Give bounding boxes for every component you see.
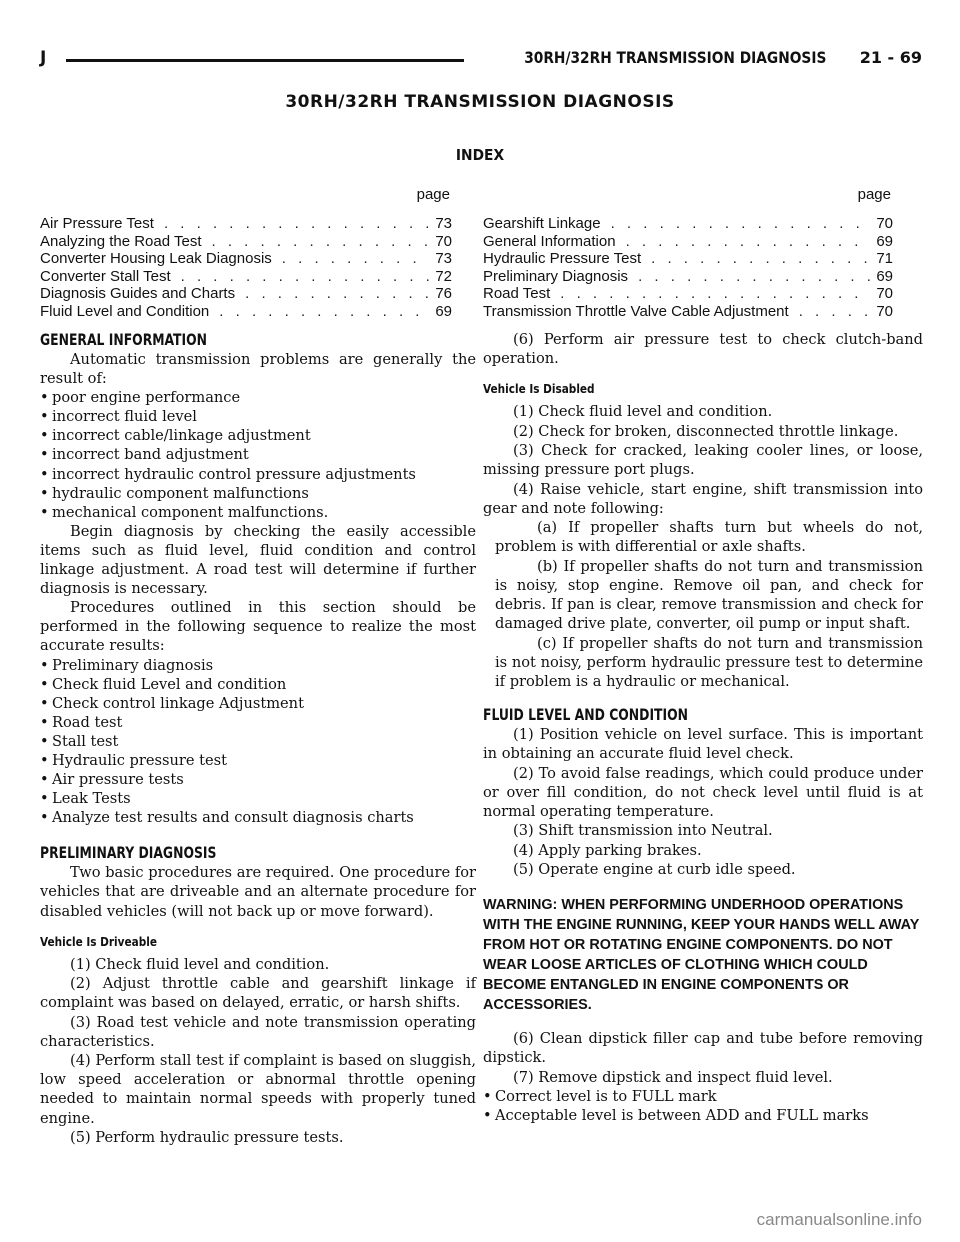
index-column-left [40, 186, 452, 320]
index-page-label: page [857, 186, 891, 203]
procedure-step: (3) Shift transmission into Neutral. [513, 822, 773, 840]
procedure-step: (2) Check for broken, disconnected throttle linkage. [513, 422, 899, 440]
causes-list [40, 388, 476, 522]
index-entry[interactable] [483, 303, 893, 321]
body-column-right [483, 330, 923, 1126]
subheading-vehicle-driveable: Vehicle Is Driveable [40, 933, 157, 949]
section-heading-fluid-level: FLUID LEVEL AND CONDITION [483, 704, 688, 724]
paragraph: Automatic transmission problems are generally the result of: [40, 351, 476, 388]
index-entry-label: Air Pressure Test [40, 215, 154, 232]
index-entry-page: 71 [876, 250, 893, 267]
procedure-step: (3) Check for cracked, leaking cooler lines, or loose, missing pressure port plugs. [483, 442, 923, 479]
list-item: • Hydraulic pressure test [40, 751, 476, 770]
leader-dots [202, 233, 430, 250]
page-header [40, 44, 922, 74]
procedure-step: (4) Raise vehicle, start engine, shift transmission into gear and note following: [483, 480, 923, 517]
fluid-level-list [483, 1087, 923, 1125]
sequence-list [40, 656, 476, 828]
index-entry[interactable] [483, 268, 893, 286]
index-entry[interactable] [40, 285, 452, 303]
leader-dots [789, 303, 871, 320]
paragraph: Procedures outlined in this section should be performed in the following sequence to realize the most accurate results: [40, 599, 476, 655]
subheading-vehicle-disabled: Vehicle Is Disabled [483, 381, 595, 397]
body-column-left [40, 330, 476, 1148]
procedure-step: (2) Adjust throttle cable and gearshift linkage if complaint was based on delayed, erratic, or harsh shifts. [40, 975, 476, 1012]
index-entry-page: 72 [435, 267, 452, 285]
index-entry-page: 69 [876, 232, 893, 250]
list-item: • hydraulic component malfunctions [40, 484, 476, 503]
list-item: • Check fluid Level and condition [40, 675, 476, 694]
list-item: • Leak Tests [40, 789, 476, 808]
index-entry[interactable] [40, 303, 452, 321]
warning-block: WARNING: WHEN PERFORMING UNDERHOOD OPERATIONS WITH THE ENGINE RUNNING, KEEP YOUR HANDS WELL AWAY FROM HOT OR ROTATING ENGINE COMPONENTS. DO NOT WEAR LOOSE ARTICLES OF CLOTHING WHICH COULD BECOME ENTANGLED IN ENGINE COMPONENTS OR ACCESSORIES. [483, 897, 920, 1014]
index-entry-page: 70 [876, 215, 893, 232]
list-item: • incorrect cable/linkage adjustment [40, 426, 476, 445]
procedure-step: (3) Road test vehicle and note transmission operating characteristics. [40, 1013, 476, 1050]
header-page-number: 21 - 69 [859, 48, 922, 67]
index-entry-page: 70 [435, 232, 452, 250]
leader-dots [601, 215, 871, 232]
leader-dots [628, 268, 870, 285]
index-entry-label: Road Test [483, 285, 551, 302]
procedure-step: (4) Apply parking brakes. [513, 841, 702, 859]
index-entry-label: Gearshift Linkage [483, 215, 601, 232]
paragraph: Two basic procedures are required. One procedure for vehicles that are driveable and an alternate procedure for disabled vehicles (will not back up or move forward). [40, 864, 476, 920]
procedure-step: (5) Perform hydraulic pressure tests. [70, 1129, 344, 1147]
leader-dots [209, 303, 429, 320]
index-entry[interactable] [483, 250, 893, 268]
list-item: • mechanical component malfunctions. [40, 503, 476, 522]
index-entry[interactable] [40, 268, 452, 286]
watermark: carmanualsonline.info [756, 1210, 922, 1229]
index-entry-page: 76 [435, 285, 452, 302]
index-entry-page: 69 [435, 302, 452, 320]
document-title: 30RH/32RH TRANSMISSION DIAGNOSIS [285, 92, 675, 112]
index-entry[interactable] [483, 215, 893, 233]
list-item: • incorrect hydraulic control pressure adjustments [40, 465, 476, 484]
list-item: • Analyze test results and consult diagnosis charts [40, 808, 476, 827]
index-entry[interactable] [40, 233, 452, 251]
leader-dots [641, 250, 870, 267]
procedure-step: (2) To avoid false readings, which could produce under or over fill condition, do not check level until fluid is at normal operating temperature. [483, 764, 923, 820]
list-item: • Air pressure tests [40, 770, 476, 789]
index-entry-label: Diagnosis Guides and Charts [40, 285, 236, 302]
procedure-step: (1) Check fluid level and condition. [513, 403, 773, 421]
list-item: • Acceptable level is between ADD and FULL marks [483, 1106, 923, 1125]
index-entry-page: 73 [435, 215, 452, 232]
index-entry-page: 70 [876, 285, 893, 302]
index-entry-label: Converter Stall Test [40, 267, 171, 285]
leader-dots [550, 285, 870, 302]
index-entry[interactable] [483, 285, 893, 303]
index-entry-label: Transmission Throttle Valve Cable Adjustment [483, 302, 789, 320]
header-title: 30RH/32RH TRANSMISSION DIAGNOSIS [523, 48, 826, 67]
index-entry-label: General Information [483, 232, 616, 250]
index-entry-label: Preliminary Diagnosis [483, 267, 629, 285]
list-item: • Preliminary diagnosis [40, 656, 476, 675]
list-item: • poor engine performance [40, 388, 476, 407]
index-entry-page: 73 [435, 250, 452, 267]
list-item: • Road test [40, 713, 476, 732]
index-entry[interactable] [40, 250, 452, 268]
procedure-step: (6) Perform air pressure test to check clutch-band operation. [483, 331, 923, 368]
list-item: • Check control linkage Adjustment [40, 694, 476, 713]
procedure-step: (4) Perform stall test if complaint is based on sluggish, low speed acceleration or abnormal throttle opening needed to maintain normal speeds with properly tuned engine. [40, 1052, 476, 1127]
leader-dots [171, 268, 430, 285]
index-entry[interactable] [40, 215, 452, 233]
index-entry-page: 69 [876, 267, 893, 285]
index-title: INDEX [455, 146, 505, 164]
procedure-substep: (b) If propeller shafts do not turn and transmission is noisy, stop engine. Remove oil pan, and check for debris. If pan is clear, remove transmission and check for damaged drive plate, converter, oil pump or input shaft. [495, 557, 923, 633]
section-heading-preliminary-diagnosis: PRELIMINARY DIAGNOSIS [40, 843, 217, 863]
index-entry-label: Hydraulic Pressure Test [483, 250, 642, 267]
leader-dots [154, 215, 429, 232]
index-entry-label: Converter Housing Leak Diagnosis [40, 250, 272, 267]
index-page-label: page [416, 186, 450, 203]
procedure-step: (1) Position vehicle on level surface. This is important in obtaining an accurate fluid level check. [483, 725, 923, 763]
list-item: • Stall test [40, 732, 476, 751]
index-column-right [483, 186, 893, 320]
leader-dots [272, 250, 430, 267]
index-entry-label: Analyzing the Road Test [40, 232, 202, 250]
procedure-substep: (c) If propeller shafts do not turn and transmission is not noisy, perform hydraulic pressure test to determine if problem is a hydraulic or mechanical. [495, 634, 923, 690]
header-rule [66, 59, 464, 62]
procedure-step: (1) Check fluid level and condition. [70, 955, 330, 973]
index-entry[interactable] [483, 233, 893, 251]
procedure-step: (7) Remove dipstick and inspect fluid level. [513, 1068, 833, 1086]
list-item: • Correct level is to FULL mark [483, 1087, 923, 1106]
procedure-step: (5) Operate engine at curb idle speed. [513, 861, 796, 879]
procedure-substep: (a) If propeller shafts turn but wheels do not, problem is with differential or axle shafts. [495, 519, 923, 556]
header-letter: J [40, 48, 47, 68]
leader-dots [235, 285, 429, 302]
paragraph: Begin diagnosis by checking the easily accessible items such as fluid level, fluid condition and control linkage adjustment. A road test will determine if further diagnosis is necessary. [40, 522, 476, 598]
list-item: • incorrect fluid level [40, 407, 476, 426]
index-entry-page: 70 [876, 302, 893, 320]
leader-dots [616, 233, 871, 250]
index-entry-label: Fluid Level and Condition [40, 302, 210, 320]
section-heading-general-information: GENERAL INFORMATION [40, 330, 207, 349]
list-item: • incorrect band adjustment [40, 445, 476, 464]
procedure-step: (6) Clean dipstick filler cap and tube before removing dipstick. [483, 1030, 923, 1067]
